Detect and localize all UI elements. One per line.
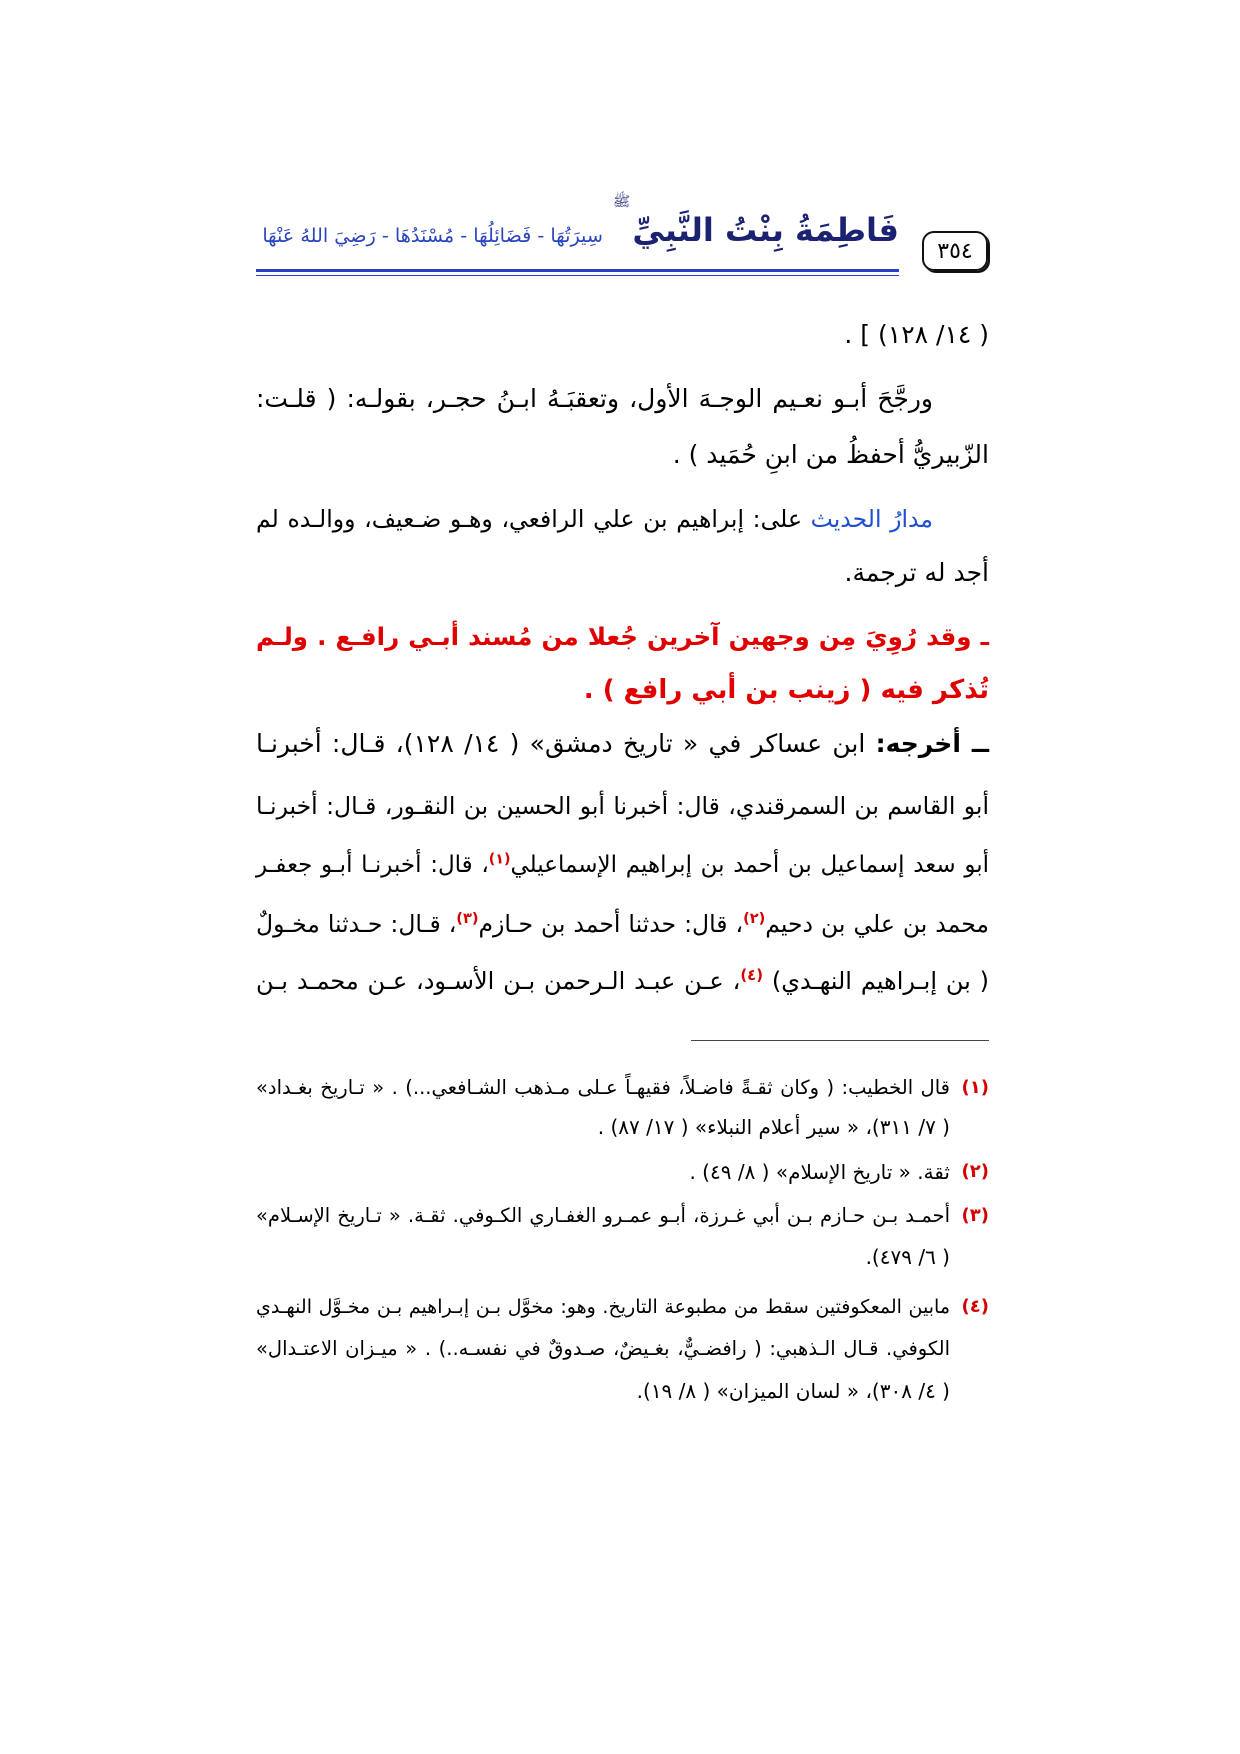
footnote-1-line-1: قال الخطيب: ( وكان ثقـةً فاضـلاً، فقيهـاً عـلى مـذهب الشـافعي...) . « تـاريخ بغـداد» [256, 1076, 950, 1099]
paragraph-4-line-4-text-b: ، قال: حدثنا أحمد بن حـازم [478, 910, 744, 938]
book-title-main: فَاطِمَةُ بِنْتُ النَّبِيِّ [632, 211, 899, 249]
paragraph-1-line-1: ورجَّحَ أبـو نعـيم الوجـهَ الأول، وتعقبَـهُ ابـنُ حجـر، بقولـه: ( قلـت: [256, 384, 933, 413]
footnote-4-number: (٤) [961, 1296, 989, 1317]
footnote-1-line-2: ( ٧/ ٣١١)، « سير أعلام النبلاء» ( ١٧/ ٨٧) . [597, 1115, 950, 1139]
paragraph-4-line-3-text-b: ، قال: أخبرنـا أبـو جعفـر [256, 852, 489, 878]
running-header-title [262, 190, 899, 260]
footnote-ref-1: (١) [488, 851, 511, 868]
highlight-paragraph-line-1: ـ وقد رُوِيَ مِن وجهين آخرين جُعلا من مُسند أبـي رافـع . ولـم [256, 622, 989, 651]
page-number: ٣٥٤ [937, 238, 973, 264]
book-subtitle: سِيرَتُهَا - فَضَائِلُهَا - مُسْنَدُهَا - رَضِيَ اللهُ عَنْهَا [262, 224, 603, 247]
paragraph-2-line-1-text: على: إبراهيم بن علي الرافعي، وهـو ضـعيف، ووالـده لم [256, 505, 811, 533]
hadith-pivot-label: مدارُ الحديث [810, 505, 933, 533]
paragraph-4-line-1 [256, 716, 989, 772]
paragraph-2-line-1 [256, 491, 989, 547]
paragraph-4-line-5-text-b: ، عـن عبـد الـرحمن بـن الأسـود، عـن محمـد بـن [256, 967, 741, 995]
paragraph-4-line-5 [256, 953, 989, 1009]
takhrij-lead: ــ أخرجه: [875, 729, 990, 758]
paragraph-4-line-4-text-c: ، قـال: حـدثنا مخـولٌ [256, 910, 457, 938]
footnote-2-number: (٢) [961, 1161, 989, 1182]
header-rule-thick [256, 269, 899, 272]
page-number-box [922, 231, 988, 271]
footnote-ref-4: (٤) [740, 966, 764, 984]
footnote-3-line-2: ( ٦/ ٤٧٩). [865, 1245, 950, 1269]
paragraph-4-line-3-text-a: أبو سعد إسماعيل بن أحمد بن إبراهيم الإسماعيلي [510, 852, 989, 878]
highlight-paragraph-line-2: تُذكر فيه ( زينب بن أبي رافع ) . [583, 675, 989, 705]
reference-line: ( ١٤/ ١٢٨) ] . [844, 320, 989, 349]
header-rule-thin [256, 275, 899, 276]
paragraph-4-line-5-text-a: ( بن إبـراهيم النهـدي) [763, 967, 989, 995]
footnote-4-line-3: ( ٤/ ٣٠٨)، « لسان الميزان» ( ٨/ ١٩). [636, 1379, 950, 1403]
paragraph-4-line-2: أبو القاسم بن السمرقندي، قال: أخبرنا أبو الحسين بن النقـور، قـال: أخبرنـا [256, 792, 989, 820]
footnote-ref-3: (٣) [456, 910, 479, 928]
footnote-1-number: (١) [961, 1077, 989, 1098]
footnote-separator [691, 1040, 989, 1041]
footnote-2-line-1: ثقة. « تاريخ الإسلام» ( ٨/ ٤٩) . [689, 1160, 950, 1184]
footnote-ref-2: (٢) [743, 910, 766, 928]
salutation-ligature: ﷺ [612, 194, 631, 210]
footnote-3-line-1: أحمـد بـن حـازم بـن أبي غـرزة، أبـو عمـرو الغفـاري الكـوفي. ثقـة. « تـاريخ الإسـلام» [256, 1204, 950, 1227]
paragraph-4-line-1-text: ابن عساكر في « تاريخ دمشق» ( ١٤/ ١٢٨)، قـال: أخبرنـا [256, 729, 876, 758]
paragraph-1-line-2: الزّبيريُّ أحفظُ من ابنِ حُمَيد ) . [672, 440, 989, 469]
footnote-4-line-2: الكوفي. قـال الـذهبي: ( رافضـيٌّ، بغـيضٌ، صـدوقٌ في نفسـه..) . « ميـزان الاعتـدال» [256, 1337, 950, 1360]
footnote-4-line-1: مابين المعكوفتين سقط من مطبوعة التاريخ. وهو: مخوَّل بـن إبـراهيم بـن مخـوَّل النهـدي [256, 1296, 950, 1318]
paragraph-2-line-2: أجد له ترجمة. [844, 558, 989, 587]
paragraph-4-line-4 [256, 896, 989, 952]
paragraph-4-line-4-text-a: محمد بن علي بن دحيم [765, 910, 989, 938]
paragraph-4-line-3 [256, 837, 989, 893]
footnote-3-number: (٣) [961, 1205, 989, 1226]
